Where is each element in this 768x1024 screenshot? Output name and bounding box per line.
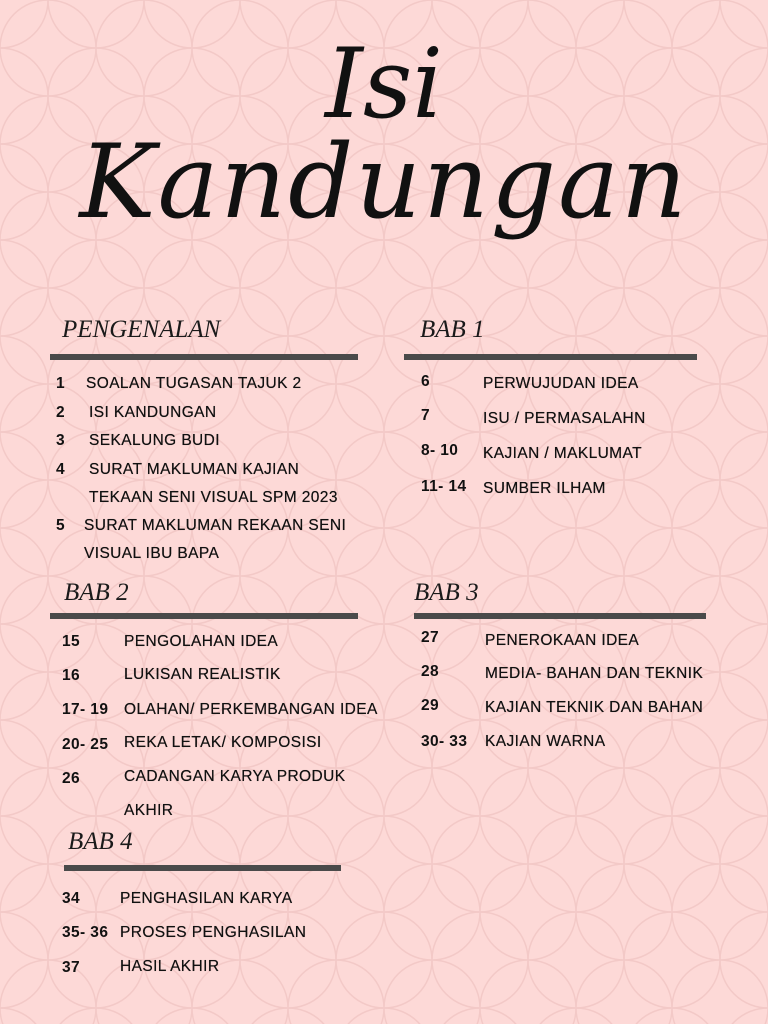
toc-entry: SURAT MAKLUMAN KAJIAN [89, 461, 300, 478]
toc-num: 30- 33 [421, 733, 468, 750]
toc-entry: PENEROKAAN IDEA [485, 632, 640, 649]
toc-entry: ISI KANDUNGAN [89, 404, 217, 421]
toc-num: 16 [62, 667, 81, 684]
toc-entry: MEDIA- BAHAN DAN TEKNIK [485, 665, 704, 682]
toc-entry: KAJIAN / MAKLUMAT [483, 445, 642, 462]
toc-entry: LUKISAN REALISTIK [124, 666, 281, 683]
toc-num: 20- 25 [62, 736, 109, 753]
toc-entry-continued: VISUAL IBU BAPA [84, 545, 220, 562]
toc-num: 34 [62, 890, 81, 907]
toc-entry: CADANGAN KARYA PRODUK [124, 768, 346, 785]
toc-num: 3 [56, 432, 66, 449]
toc-entry: SURAT MAKLUMAN REKAAN SENI [84, 517, 347, 534]
toc-entry: OLAHAN/ PERKEMBANGAN IDEA [124, 701, 378, 718]
toc-entry: PROSES PENGHASILAN [120, 924, 307, 941]
toc-num: 11- 14 [421, 478, 467, 495]
toc-entry: PENGOLAHAN IDEA [124, 633, 279, 650]
toc-num: 6 [421, 373, 431, 390]
section-heading-bab-1: BAB 1 [420, 316, 485, 343]
toc-num: 5 [56, 517, 66, 534]
toc-num: 27 [421, 629, 440, 646]
toc-entry: ISU / PERMASALAHN [483, 410, 646, 427]
toc-num: 35- 36 [62, 924, 109, 941]
toc-num: 4 [56, 461, 66, 478]
toc-num: 29 [421, 697, 440, 714]
section-heading-bab-2: BAB 2 [64, 579, 129, 606]
section-rule-bab-2 [50, 613, 358, 619]
toc-num: 7 [421, 407, 431, 424]
section-rule-bab-1 [404, 354, 697, 360]
section-rule-bab-4 [64, 865, 341, 871]
section-rule-pengenalan [50, 354, 358, 360]
toc-entry: KAJIAN WARNA [485, 733, 606, 750]
toc-entry: SUMBER ILHAM [483, 480, 606, 497]
toc-num: 28 [421, 663, 440, 680]
toc-entry: SOALAN TUGASAN TAJUK 2 [86, 375, 302, 392]
toc-entry: HASIL AKHIR [120, 958, 220, 975]
page-title-line-2: Kandungan [79, 123, 689, 242]
toc-entry: PERWUJUDAN IDEA [483, 375, 639, 392]
section-heading-bab-3: BAB 3 [414, 579, 479, 606]
toc-num: 26 [62, 770, 81, 787]
page-title-line-1: Isi [325, 28, 443, 140]
toc-num: 17- 19 [62, 701, 109, 718]
toc-num: 1 [56, 375, 66, 392]
toc-num: 37 [62, 959, 81, 976]
toc-num: 8- 10 [421, 442, 459, 459]
toc-entry: SEKALUNG BUDI [89, 432, 220, 449]
toc-num: 15 [62, 633, 81, 650]
section-heading-pengenalan: PENGENALAN [62, 316, 221, 343]
section-rule-bab-3 [414, 613, 706, 619]
toc-entry-continued: TEKAAN SENI VISUAL SPM 2023 [89, 489, 338, 506]
toc-entry: KAJIAN TEKNIK DAN BAHAN [485, 699, 704, 716]
toc-entry-continued: AKHIR [124, 802, 174, 819]
section-heading-bab-4: BAB 4 [68, 828, 133, 855]
toc-entry: PENGHASILAN KARYA [120, 890, 293, 907]
toc-entry: REKA LETAK/ KOMPOSISI [124, 734, 322, 751]
toc-num: 2 [56, 404, 66, 421]
